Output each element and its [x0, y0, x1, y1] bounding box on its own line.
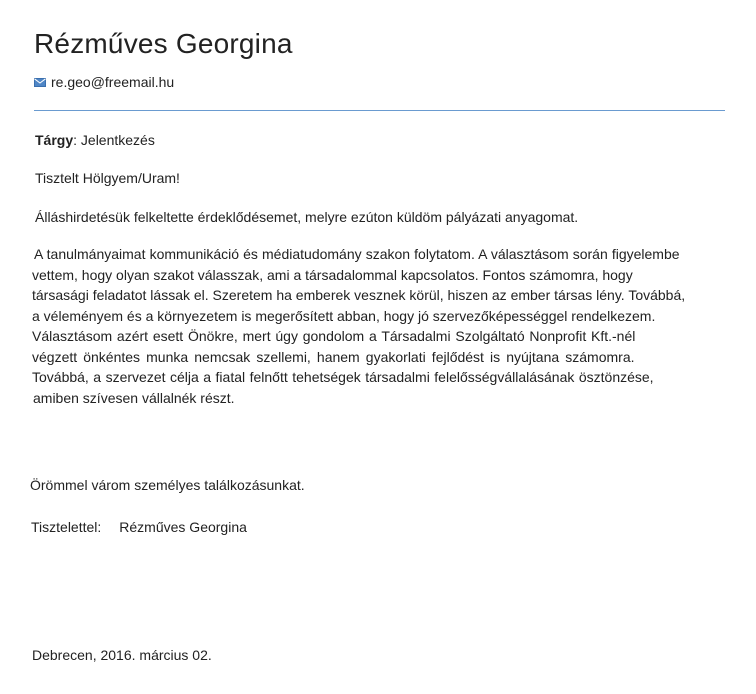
signoff-name: Rézműves Georgina — [119, 519, 247, 535]
subject-line — [35, 130, 155, 151]
subject-separator: : — [73, 132, 78, 148]
body-line: A tanulmányaimat kommunikáció és médiatudomány szakon folytatom. A választásom során figyelembe — [34, 246, 680, 262]
subject-value: Jelentkezés — [77, 132, 155, 148]
body-line: amiben szívesen vállalnék részt. — [33, 389, 235, 406]
body-line: Továbbá, a szervezet célja a fiatal felnőtt tehetségek társadalmi felelősségvállalásának ösztönzése, — [32, 369, 654, 385]
closing-line: Örömmel várom személyes találkozásunkat. — [30, 477, 305, 493]
place-date: Debrecen, 2016. március 02. — [32, 647, 212, 663]
body-line: vettem, hogy olyan szakot válasszak, ami a társadalommal kapcsolatos. Fontos számomra, hogy — [32, 266, 633, 283]
body-line: Választásom azért esett Önökre, mert úgy gondolom a Társadalmi Szolgáltató Nonprofit Kft.-nél — [32, 328, 636, 344]
body-paragraph — [32, 244, 724, 408]
header-divider — [34, 110, 725, 111]
body-line: végzett önkéntes munka nemcsak szellemi, hanem gyakorlati fejlődést is nyújtana számomra. — [32, 348, 635, 365]
envelope-icon — [34, 78, 46, 87]
sender-name: Rézműves Georgina — [34, 28, 293, 59]
signoff — [31, 517, 247, 538]
body-line: a véleményem és a környezetem is megerősített abban, hogy jó szervezőképességgel rendelkezem. — [32, 307, 656, 324]
signoff-label: Tisztelettel: — [31, 519, 102, 535]
subject-label: Tárgy — [35, 132, 74, 148]
intro-paragraph: Álláshirdetésük felkeltette érdeklődésemet, melyre ezúton küldöm pályázati anyagomat. — [35, 209, 579, 225]
email-row — [34, 74, 174, 90]
body-line: társasági feladatot lássak el. Szeretem ha emberek vesznek körül, hiszen az ember társas lény. Továbbá, — [32, 287, 686, 303]
email-address[interactable]: re.geo@freemail.hu — [51, 74, 175, 90]
greeting: Tisztelt Hölgyem/Uram! — [35, 170, 180, 186]
